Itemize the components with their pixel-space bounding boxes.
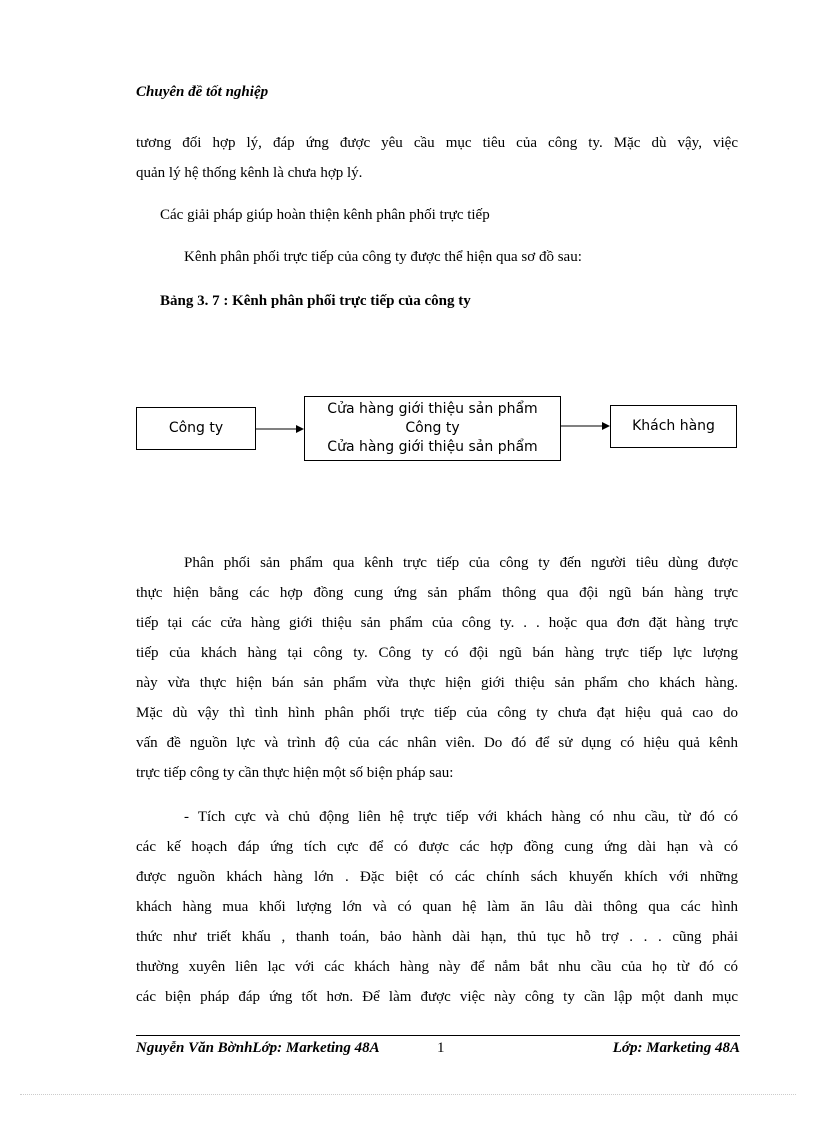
para1-line-3: tiếp tại các cửa hàng giới thiệu sản phẩm của công ty. . . hoặc qua đơn đặt hàng trực [136, 615, 738, 631]
footer-rule [136, 1035, 740, 1036]
intro-line-2: quản lý hệ thống kênh là chưa hợp lý. [136, 165, 363, 181]
para2-line-5: thức như triết khấu , thanh toán, bảo hành dài hạn, thủ tục hỗ trợ . . . cũng phải [136, 929, 738, 945]
para2-line-1: - Tích cực và chủ động liên hệ trực tiếp với khách hàng có nhu cầu, từ đó có [184, 809, 738, 825]
para1-line-7: vấn đề nguồn lực và trình độ của các nhân viên. Do đó để sử dụng có hiệu quả kênh [136, 735, 738, 751]
para1-line-5: này vừa thực hiện bán sản phẩm vừa thực hiện giới thiệu sản phẩm cho khách hàng. [136, 675, 738, 691]
store-label-line-3: Cửa hàng giới thiệu sản phẩm [327, 439, 538, 455]
para2-line-2: các kế hoạch đáp ứng tích cực để có được các hợp đồng cung ứng dài hạn và có [136, 839, 738, 855]
company-label: Công ty [168, 420, 224, 436]
para2-line-3: được nguồn khách hàng lớn . Đặc biệt có các chính sách khuyến khích với những [136, 869, 738, 885]
para1-line-2: thực hiện bằng các hợp đồng cung ứng sản phẩm thông qua đội ngũ bán hàng trực [136, 585, 738, 601]
para2-line-4: khách hàng mua khối lượng lớn và có quan hệ làm ăn lâu dài thông qua các hình [136, 899, 738, 915]
page-edge [20, 1094, 796, 1095]
footer-author: Nguyễn Văn BờnhLớp: Marketing 48A [136, 1040, 380, 1056]
footer-class: Lớp: Marketing 48A [612, 1040, 740, 1056]
solutions-heading: Các giải pháp giúp hoàn thiện kênh phân phối trực tiếp [160, 207, 490, 223]
running-header: Chuyên đề tốt nghiệp [136, 84, 269, 100]
figure-caption: Bảng 3. 7 : Kênh phân phối trực tiếp của công ty [160, 293, 471, 309]
diagram-intro: Kênh phân phối trực tiếp của công ty được thể hiện qua sơ đồ sau: [184, 249, 582, 265]
para2-line-6: thường xuyên liên lạc với các khách hàng này để nắm bắt nhu cầu của họ từ đó có [136, 959, 738, 975]
customer-label: Khách hàng [632, 418, 715, 434]
para1-line-8: trực tiếp công ty cần thực hiện một số biện pháp sau: [136, 765, 454, 781]
intro-line-1: tương đối hợp lý, đáp ứng được yêu cầu mục tiêu của công ty. Mặc dù vậy, việc [136, 135, 738, 151]
store-label-line-2: Công ty [405, 420, 460, 436]
store-label-line-1: Cửa hàng giới thiệu sản phẩm [327, 401, 538, 417]
para2-line-7: các biện pháp đáp ứng tốt hơn. Để làm được việc này công ty cần lập một danh mục [136, 989, 738, 1005]
page-number: 1 [437, 1040, 445, 1056]
para1-line-6: Mặc dù vậy thì tình hình phân phối trực tiếp của công ty chưa đạt hiệu quả cao do [136, 705, 738, 721]
para1-line-1: Phân phối sản phẩm qua kênh trực tiếp của công ty đến người tiêu dùng được [184, 555, 738, 571]
para1-line-4: tiếp của khách hàng tại công ty. Công ty có đội ngũ bán hàng trực tiếp lực lượng [136, 645, 738, 661]
